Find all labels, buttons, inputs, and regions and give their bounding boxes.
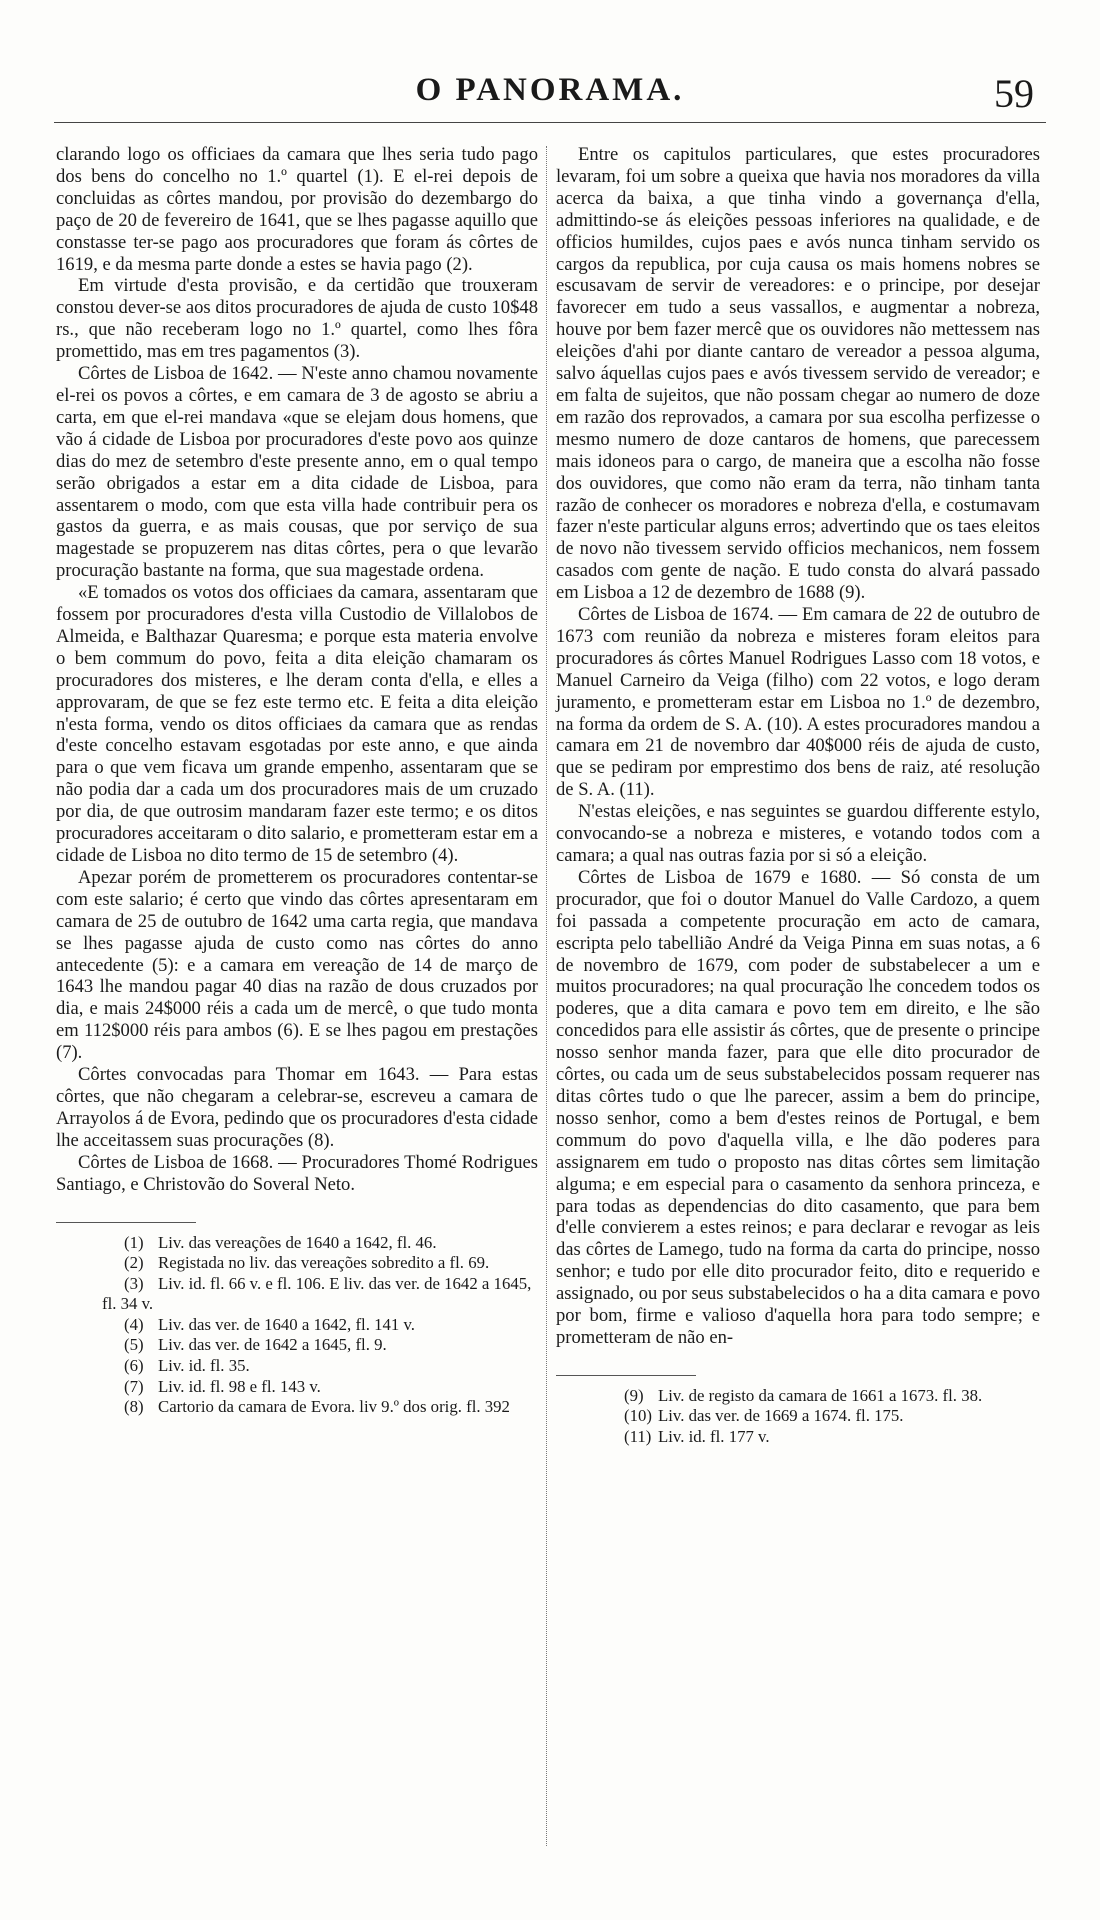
- footnote: [56, 1315, 538, 1336]
- footnote: [56, 1397, 538, 1418]
- footnote-text: Liv. das vereações de 1640 a 1642, fl. 46.: [158, 1232, 437, 1252]
- footnote-number: (11): [624, 1427, 652, 1447]
- footnote: [56, 1233, 538, 1254]
- footnote-rule: [556, 1375, 696, 1376]
- paragraph: N'estas eleições, e nas seguintes se guardou differente estylo, convocando-se a nobreza e misteres, e votando todos com a camara; a qual nas outras fazia por si só a eleição.: [556, 801, 1040, 866]
- footnote-number: (3): [124, 1273, 144, 1293]
- footnote-number: (5): [124, 1335, 144, 1355]
- footnote: [56, 1356, 538, 1377]
- paragraph: Côrtes de Lisboa de 1668. — Procuradores Thomé Rodrigues Santiago, e Christovão do Soveral Neto.: [56, 1151, 538, 1195]
- footnote-number: (1): [124, 1232, 144, 1252]
- footnote-text: Liv. de registo da camara de 1661 a 1673. fl. 38.: [658, 1385, 983, 1405]
- footnote: [556, 1427, 1040, 1448]
- footnote-number: (6): [124, 1356, 144, 1376]
- paragraph: clarando logo os officiaes da camara que lhes seria tudo pago dos bens do concelho no 1.º quartel (1). E el-rei depois de concluidas as côrtes mandou, por provisão do dezembargo do paço de 20 de fevereiro de 1641, que se lhes pagasse aquillo que constasse ter-se pago aos procuradores que foram ás côrtes de 1619, e da mesma parte donde a estes se havia pago (2).: [56, 144, 538, 275]
- footnote-number: (9): [624, 1385, 644, 1405]
- footnote-number: (10): [624, 1406, 652, 1426]
- footnote: [556, 1386, 1040, 1407]
- footnote: [56, 1377, 538, 1398]
- paragraph: Apezar porém de prometterem os procuradores contentar-se com este salario; é certo que vindo das côrtes apresentaram em camara de 25 de outubro de 1642 uma carta regia, que mandava se lhes pagasse ajuda de custo como nas côrtes do anno antecedente (5): e a camara em vereação de 14 de março de 1643 lhe mandou pagar 40 dias na razão de dous cruzados por dia, e mais 24$000 réis a cada um de mercê, o que tudo monta em 112$000 réis para ambos (6). E se lhes pagou em prestações (7).: [56, 866, 538, 1064]
- footnote-number: (2): [124, 1253, 144, 1273]
- footnote: [556, 1406, 1040, 1427]
- footnote-text: Liv. das ver. de 1669 a 1674. fl. 175.: [658, 1406, 904, 1426]
- footnotes: [56, 1233, 538, 1418]
- footnotes: [556, 1386, 1040, 1448]
- footnote-text: Cartorio da camara de Evora. liv 9.º dos orig. fl. 392: [158, 1397, 510, 1417]
- paragraph: «E tomados os votos dos officiaes da camara, assentaram que fossem por procuradores d'esta villa Custodio de Villalobos de Almeida, e Balthazar Quaresma; e porque esta materia envolve o bem commum do povo, feita a dita eleição chamaram os procuradores dos misteres, e lhe deram conta d'ella, e elles a approvaram, de que se fez este termo etc. E feita a dita eleição n'esta forma, vendo os ditos officiaes da camara que as rendas d'este concelho estavam esgotadas por este anno, e que ainda para o que vem ficava um grande empenho, assentaram que se não podia dar a cada um dos procuradores mais de um cruzado por dia, de que outrosim mandaram fazer este termo; e os ditos procuradores acceitaram o dito salario, e prometteram estar em a cidade de Lisboa no dito termo de 15 de setembro (4).: [56, 582, 538, 866]
- page-header: [0, 72, 1100, 122]
- footnote-text: Liv. id. fl. 66 v. e fl. 106. E liv. das ver. de 1642 a 1645, fl. 34 v.: [102, 1273, 532, 1314]
- footnote-text: Liv. id. fl. 35.: [158, 1356, 250, 1376]
- header-rule: [54, 122, 1046, 123]
- page-number: 59: [994, 71, 1034, 116]
- left-column: [56, 144, 538, 1418]
- paragraph: Entre os capitulos particulares, que estes procuradores levaram, foi um sobre a queixa que havia nos moradores da villa acerca da baixa, a que tinha vindo a governança d'ella, admittindo-se ás eleições pessoas inferiores na qualidade, e de officios humildes, cujos paes e avós nunca tinham servido os cargos da republica, por cuja causa os mais homens nobres se escusavam de servir de vereadores: e o principe, por desejar favorecer em tudo a seus vassallos, e augmentar a nobreza, houve por bem fazer mercê que os ouvidores não mettessem nas eleições d'ahi por diante cantaro de vereador a pessoa alguma, salvo áquellas cujos paes e avós tivessem servido de vereador; e em falta de sujeitos, que não possam chegar ao numero de doze em razão dos reprovados, a camara por sua escolha perfizesse o mesmo numero de doze cantaros de homens, que parecessem mais idoneos para o cargo, de maneira que a escolha não fosse dos ouvidores, que como não eram da terra, não tinham tanta razão de conhecer os moradores e nobreza d'ella, e costumavam fazer n'este particular alguns erros; advertindo que os taes eleitos de novo não tivessem servido officios mechanicos, nem fossem casados com gente de nação. E tudo consta do alvará passado em Lisboa a 12 de dezembro de 1688 (9).: [556, 144, 1040, 604]
- footnote-text: Liv. id. fl. 177 v.: [658, 1427, 770, 1447]
- column-separator: [546, 146, 547, 1846]
- right-column: [556, 144, 1040, 1448]
- paragraph: Côrtes de Lisboa de 1679 e 1680. — Só consta de um procurador, que foi o doutor Manuel do Valle Cardozo, a quem foi passada a competente procuração em acto de camara, escripta pelo tabellião André da Veiga Pinna em suas notas, a 6 de novembro de 1679, com poder de substabelecer a um e muitos procuradores; na qual procuração lhe concedem todos os poderes, que a dita camara e povo tem em direito, e lhe são concedidos para elle assistir ás côrtes, que de presente o principe nosso senhor manda fazer, para que elle dito procurador de côrtes, ou cada um de seus substabelecidos possam requerer nas ditas côrtes tudo o que lhe parecer, assim a bem do principe, nosso senhor, como a bem d'estes reinos de Portugal, e bem commum do povo d'aquella villa, e lhe dão poderes para assignarem em tudo o proposto nas ditas côrtes sem limitação alguma; e em especial para o casamento da senhora princeza, e para todas as dependencias do dito casamento, que para bem d'elle convierem a estes reinos; e para declarar e revogar as leis das côrtes de Lamego, tudo na forma da carta do principe, nosso senhor; e tudo por elle dito procurador feito, dito e requerido e assignado, ou por seus substabelecidos o ha a dita camara e povo por bom, firme e valioso d'aquella hora para todo sempre; e prometteram de não en-: [556, 866, 1040, 1348]
- footnote-number: (4): [124, 1314, 144, 1334]
- paragraph: Em virtude d'esta provisão, e da certidão que trouxeram constou dever-se aos ditos procuradores de ajuda de custo 10$48 rs., que não receberam logo no 1.º quartel, como lhes fôra promettido, mas em tres pagamentos (3).: [56, 275, 538, 363]
- footnote: [56, 1253, 538, 1274]
- paragraph: Côrtes de Lisboa de 1674. — Em camara de 22 de outubro de 1673 com reunião da nobreza e misteres foram eleitos para procuradores ás côrtes Manuel Rodrigues Lasso com 18 votos, e Manuel Carneiro da Veiga (filho) com 22 votos, e logo deram juramento, e prometteram estar em Lisboa no 1.º de dezembro, na forma da ordem de S. A. (10). A estes procuradores mandou a camara em 21 de novembro dar 40$000 réis de ajuda de custo, que se pediram por emprestimo dos bens de raiz, até resolução de S. A. (11).: [556, 604, 1040, 801]
- paragraph: Côrtes convocadas para Thomar em 1643. — Para estas côrtes, que não chegaram a celebrar-se, escreveu a camara de Arrayolos á de Evora, pedindo que os procuradores d'esta cidade lhe acceitassem suas procurações (8).: [56, 1064, 538, 1151]
- paragraph: Côrtes de Lisboa de 1642. — N'este anno chamou novamente el-rei os povos a côrtes, e em camara de 3 de agosto se abriu a carta, em que el-rei mandava «que se elejam dous homens, que vão á cidade de Lisboa por procuradores d'este povo aos quinze dias do mez de setembro d'este presente anno, em o qual tempo serão obrigados a estar em a dita cidade de Lisboa, para assentarem o modo, com que esta villa hade contribuir pera os gastos da guerra, e as mais cousas, que por serviço de sua magestade se propuzerem nas ditas côrtes, pera o que levarão procuração bastante na forma, que sua magestade ordena.: [56, 363, 538, 582]
- footnote-rule: [56, 1222, 196, 1223]
- footnote-number: (7): [124, 1376, 144, 1396]
- footnote-text: Liv. das ver. de 1640 a 1642, fl. 141 v.: [158, 1314, 415, 1334]
- footnote-number: (8): [124, 1397, 144, 1417]
- footnote: [56, 1274, 538, 1315]
- footnote: [56, 1335, 538, 1356]
- footnote-text: Liv. das ver. de 1642 a 1645, fl. 9.: [158, 1335, 387, 1355]
- footnote-text: Liv. id. fl. 98 e fl. 143 v.: [158, 1376, 321, 1396]
- footnote-text: Registada no liv. das vereações sobredito a fl. 69.: [158, 1253, 490, 1273]
- journal-title: O PANORAMA.: [415, 72, 685, 108]
